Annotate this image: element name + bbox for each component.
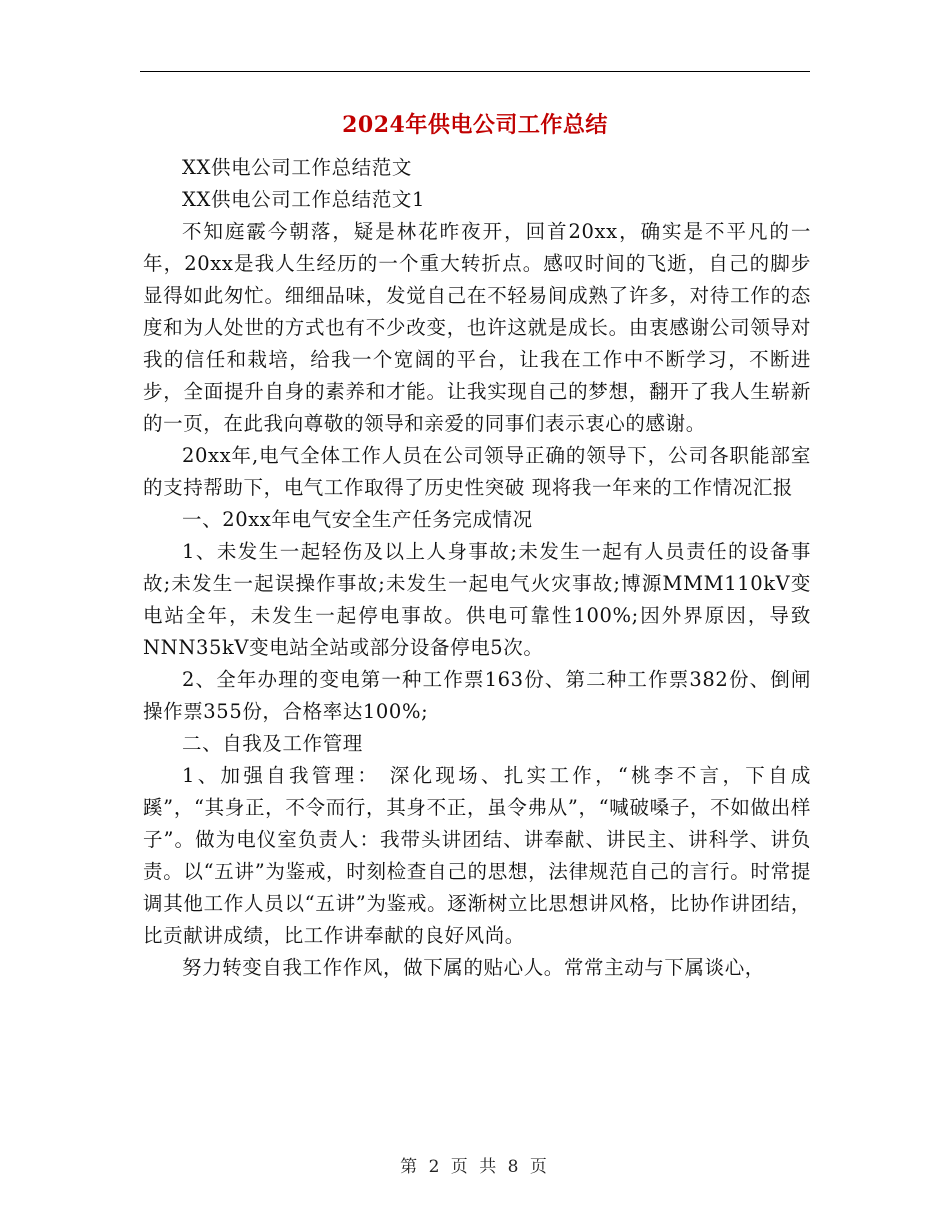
- section-heading: 二、自我及工作管理: [182, 732, 363, 755]
- document-title: 2024年供电公司工作总结: [342, 112, 608, 138]
- paragraph: 不知庭霰今朝落，疑是林花昨夜开，回首20xx，确实是不平凡的一年，20xx是我人生经历的一个重大转折点。感叹时间的飞逝，自己的脚步显得如此匆忙。细细品味，发觉自己在不轻易间成熟了许多，对待工作的态度和为人处世的方式也有不少改变，也许这就是成长。由衷感谢公司领导对我的信任和栽培，给我一个宽阔的平台，让我在工作中不断学习，不断进步，全面提升自身的素养和才能。让我实现自己的梦想，翻开了我人生崭新的一页，在此我向尊敬的领导和亲爱的同事们表示衷心的感谢。: [143, 220, 811, 435]
- paragraph: XX供电公司工作总结范文1: [182, 188, 425, 211]
- paragraph: 努力转变自我工作作风，做下属的贴心人。常常主动与下属谈心，: [182, 956, 765, 979]
- paragraph: 1、未发生一起轻伤及以上人身事故;未发生一起有人员责任的设备事故;未发生一起误操作事故;未发生一起电气火灾事故;博源MMM110kV变电站全年，未发生一起停电事故。供电可靠性100%;因外界原因，导致NNN35kV变电站全站或部分设备停电5次。: [143, 540, 811, 659]
- paragraph: XX供电公司工作总结范文: [182, 156, 412, 179]
- paragraph: 2、全年办理的变电第一种工作票163份、第二种工作票382份、倒闸操作票355份，合格率达100%;: [143, 668, 811, 723]
- document-body: [143, 152, 811, 984]
- section-heading: 一、20xx年电气安全生产任务完成情况: [182, 508, 533, 531]
- header-rule: [140, 71, 810, 72]
- page-number-footer: 第 2 页 共 8 页: [400, 1157, 550, 1177]
- paragraph: 1、加强自我管理： 深化现场、扎实工作，“桃李不言，下自成蹊”，“其身正，不令而行，其身不正，虽令弗从”，“喊破嗓子，不如做出样子”。做为电仪室负责人：我带头讲团结、讲奉献、讲民主、讲科学、讲负责。以“五讲”为鉴戒，时刻检查自己的思想，法律规范自己的言行。时常提调其他工作人员以“五讲”为鉴戒。逐渐树立比思想讲风格，比协作讲团结，比贡献讲成绩，比工作讲奉献的良好风尚。: [143, 764, 811, 947]
- paragraph: 20xx年,电气全体工作人员在公司领导正确的领导下，公司各职能部室的支持帮助下，电气工作取得了历史性突破 现将我一年来的工作情况汇报: [143, 444, 811, 499]
